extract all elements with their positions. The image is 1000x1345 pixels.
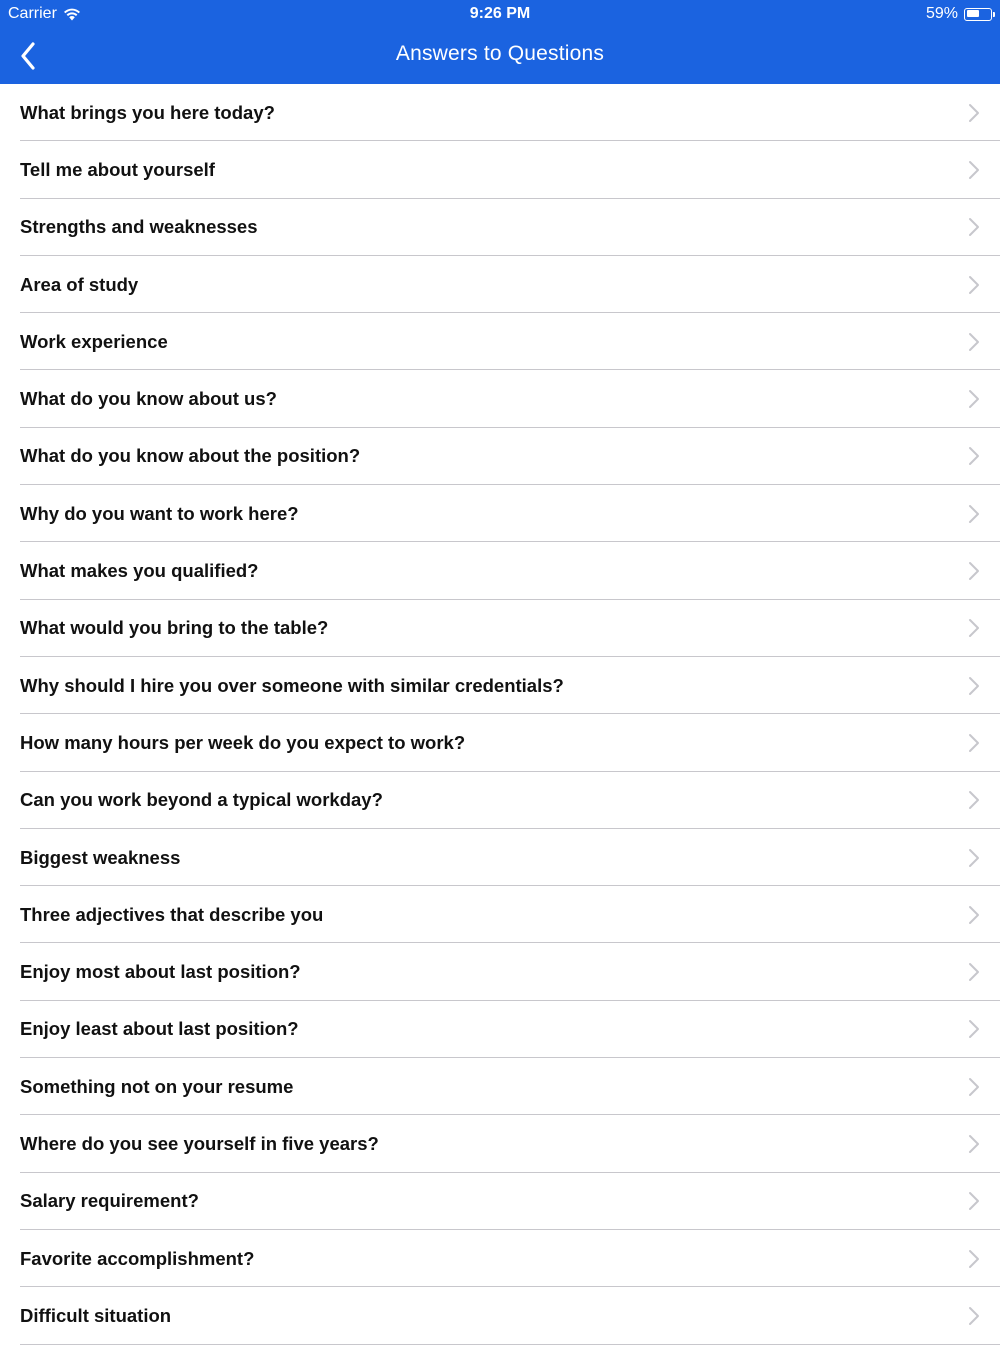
question-label: Favorite accomplishment? [20,1247,255,1269]
question-label: Enjoy most about last position? [20,961,301,983]
question-row[interactable] [0,313,1000,370]
navigation-bar [0,28,1000,84]
chevron-right-icon [968,618,980,638]
question-label: What do you know about the position? [20,445,361,467]
question-row[interactable] [0,1230,1000,1287]
question-row[interactable] [0,141,1000,198]
chevron-right-icon [968,1077,980,1097]
question-label: Difficult situation [20,1304,172,1326]
chevron-right-icon [968,962,980,982]
question-row[interactable] [0,657,1000,714]
battery-percent: 59% [925,5,958,22]
chevron-right-icon [968,103,980,123]
question-label: Tell me about yourself [20,158,215,180]
question-label: What makes you qualified? [20,560,259,582]
chevron-right-icon [968,676,980,696]
chevron-right-icon [968,1191,980,1211]
question-label: Why should I hire you over someone with similar credentials? [20,674,564,696]
question-row[interactable] [0,256,1000,313]
chevron-right-icon [968,1249,980,1269]
question-row[interactable] [0,714,1000,771]
question-label: Three adjectives that describe you [20,903,324,925]
chevron-right-icon [968,733,980,753]
page-title: Answers to Questions [395,42,605,65]
chevron-right-icon [968,1019,980,1039]
question-label: Biggest weakness [20,846,181,868]
question-label: Strengths and weaknesses [20,216,258,238]
question-row[interactable] [0,199,1000,256]
header [0,0,1000,84]
question-row[interactable] [0,943,1000,1000]
question-row[interactable] [0,1115,1000,1172]
chevron-right-icon [968,217,980,237]
question-label: Enjoy least about last position? [20,1018,299,1040]
questions-list [0,84,1000,1345]
question-label: What brings you here today? [20,101,275,123]
question-label: What would you bring to the table? [20,617,329,639]
question-label: Work experience [20,330,168,352]
chevron-right-icon [968,905,980,925]
question-row[interactable] [0,886,1000,943]
question-row[interactable] [0,1001,1000,1058]
chevron-right-icon [968,1306,980,1326]
question-row[interactable] [0,542,1000,599]
question-label: Can you work beyond a typical workday? [20,789,383,811]
chevron-right-icon [968,275,980,295]
battery-icon [964,8,992,21]
carrier-label: Carrier [8,5,57,22]
chevron-right-icon [968,332,980,352]
question-label: How many hours per week do you expect to work? [20,731,466,753]
question-label: What do you know about us? [20,388,277,410]
chevron-right-icon [968,848,980,868]
question-row[interactable] [0,1287,1000,1344]
question-row[interactable] [0,772,1000,829]
question-row[interactable] [0,370,1000,427]
question-row[interactable] [0,84,1000,141]
status-bar [0,0,1000,28]
chevron-right-icon [968,389,980,409]
status-time: 9:26 PM [469,5,531,22]
question-row[interactable] [0,428,1000,485]
question-row[interactable] [0,485,1000,542]
chevron-right-icon [968,1134,980,1154]
question-row[interactable] [0,1173,1000,1230]
chevron-right-icon [968,160,980,180]
question-label: Where do you see yourself in five years? [20,1132,379,1154]
chevron-right-icon [968,504,980,524]
question-label: Area of study [20,273,139,295]
battery-fill [967,10,980,17]
chevron-right-icon [968,446,980,466]
question-row[interactable] [0,600,1000,657]
question-label: Why do you want to work here? [20,502,299,524]
question-label: Salary requirement? [20,1190,199,1212]
question-label: Something not on your resume [20,1075,294,1097]
question-row[interactable] [0,1058,1000,1115]
chevron-right-icon [968,790,980,810]
battery-indicator [926,5,992,23]
question-row[interactable] [0,829,1000,886]
chevron-right-icon [968,561,980,581]
